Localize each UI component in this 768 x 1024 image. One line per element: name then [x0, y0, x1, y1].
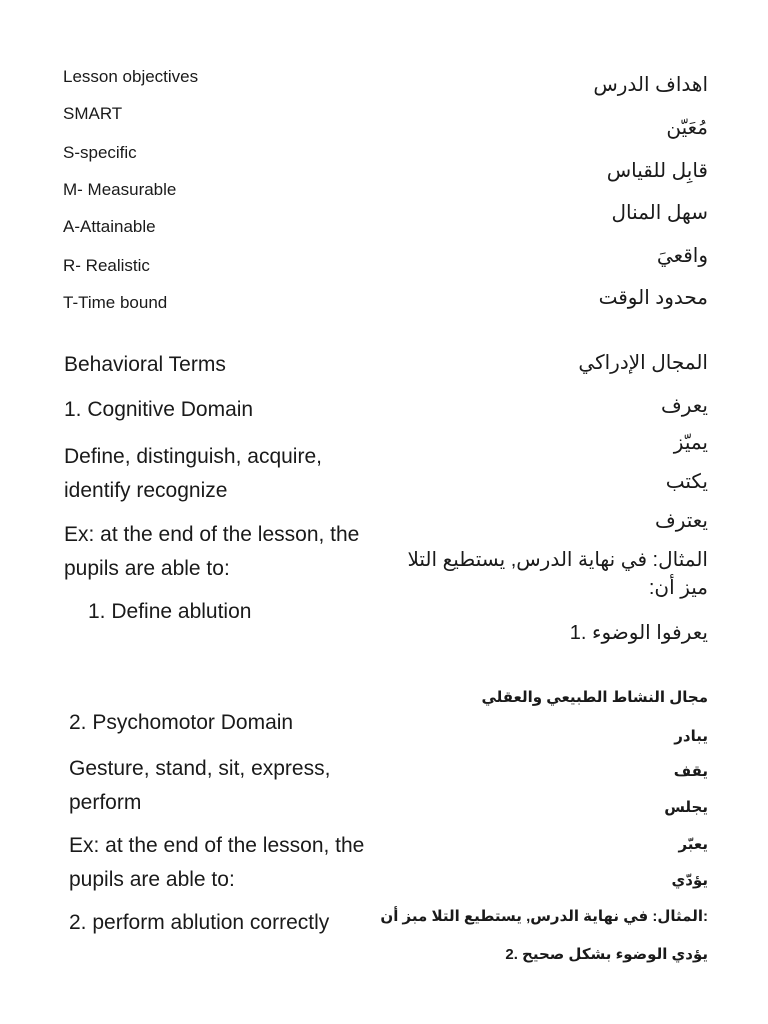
smart-label-1: SMART [63, 104, 123, 123]
psychomotor-arabic-verb-2: يجلس [664, 799, 708, 816]
behavioral-terms-heading: Behavioral Terms [64, 353, 226, 376]
psychomotor-arabic-heading: مجال النشاط الطبيعي والعقلي [481, 689, 708, 706]
cognitive-arabic-item: يعرفوا الوضوء .1 [569, 622, 708, 644]
smart-label-5: R- Realistic [63, 256, 150, 275]
cognitive-example: Ex: at the end of the lesson, the pupils are able to: [64, 523, 360, 580]
cognitive-item: 1. Define ablution [88, 600, 252, 623]
cognitive-arabic-verb-1: يميّز [673, 432, 708, 454]
cognitive-verbs: Define, distinguish, acquire, identify recognize [64, 445, 322, 502]
cognitive-arabic-verb-2: يكتب [665, 471, 708, 493]
cognitive-arabic-example: المثال: في نهاية الدرس, يستطيع التلا ميز أن: [407, 549, 708, 599]
cognitive-arabic-verb-0: يعرف [661, 395, 708, 417]
psychomotor-arabic-verb-3: يعبّر [678, 836, 708, 853]
cognitive-arabic-heading: المجال الإدراكي [578, 352, 708, 374]
psychomotor-arabic-example: :المثال: في نهاية الدرس, يستطيع التلا مبز أن [380, 908, 708, 925]
smart-arabic-0: اهداف الدرس [593, 74, 708, 96]
smart-arabic-5: محدود الوقت [598, 287, 708, 309]
smart-arabic-2: قابِل للقياس [606, 160, 708, 182]
psychomotor-example: Ex: at the end of the lesson, the pupils are able to: [69, 834, 365, 891]
psychomotor-arabic-verb-4: يؤدّي [671, 872, 708, 889]
cognitive-domain-title: 1. Cognitive Domain [64, 398, 254, 421]
smart-label-4: A-Attainable [63, 217, 156, 236]
smart-label-6: T-Time bound [63, 293, 168, 312]
smart-arabic-4: واقعيَ [656, 245, 708, 267]
psychomotor-arabic-verb-1: يقف [673, 763, 708, 780]
cognitive-arabic-verb-3: يعترف [654, 510, 708, 532]
psychomotor-item: 2. perform ablution correctly [69, 911, 330, 934]
smart-label-0: Lesson objectives [63, 67, 199, 86]
smart-label-2: S-specific [63, 143, 137, 162]
smart-arabic-1: مُعَيّن [666, 117, 708, 139]
psychomotor-verbs: Gesture, stand, sit, express, perform [69, 757, 331, 814]
smart-arabic-3: سهل المنال [611, 202, 708, 224]
psychomotor-arabic-item: يؤدي الوضوء بشكل صحيح .2 [505, 946, 708, 963]
psychomotor-domain-title: 2. Psychomotor Domain [69, 711, 294, 734]
smart-label-3: M- Measurable [63, 180, 177, 199]
psychomotor-arabic-verb-0: يبادر [674, 728, 708, 745]
